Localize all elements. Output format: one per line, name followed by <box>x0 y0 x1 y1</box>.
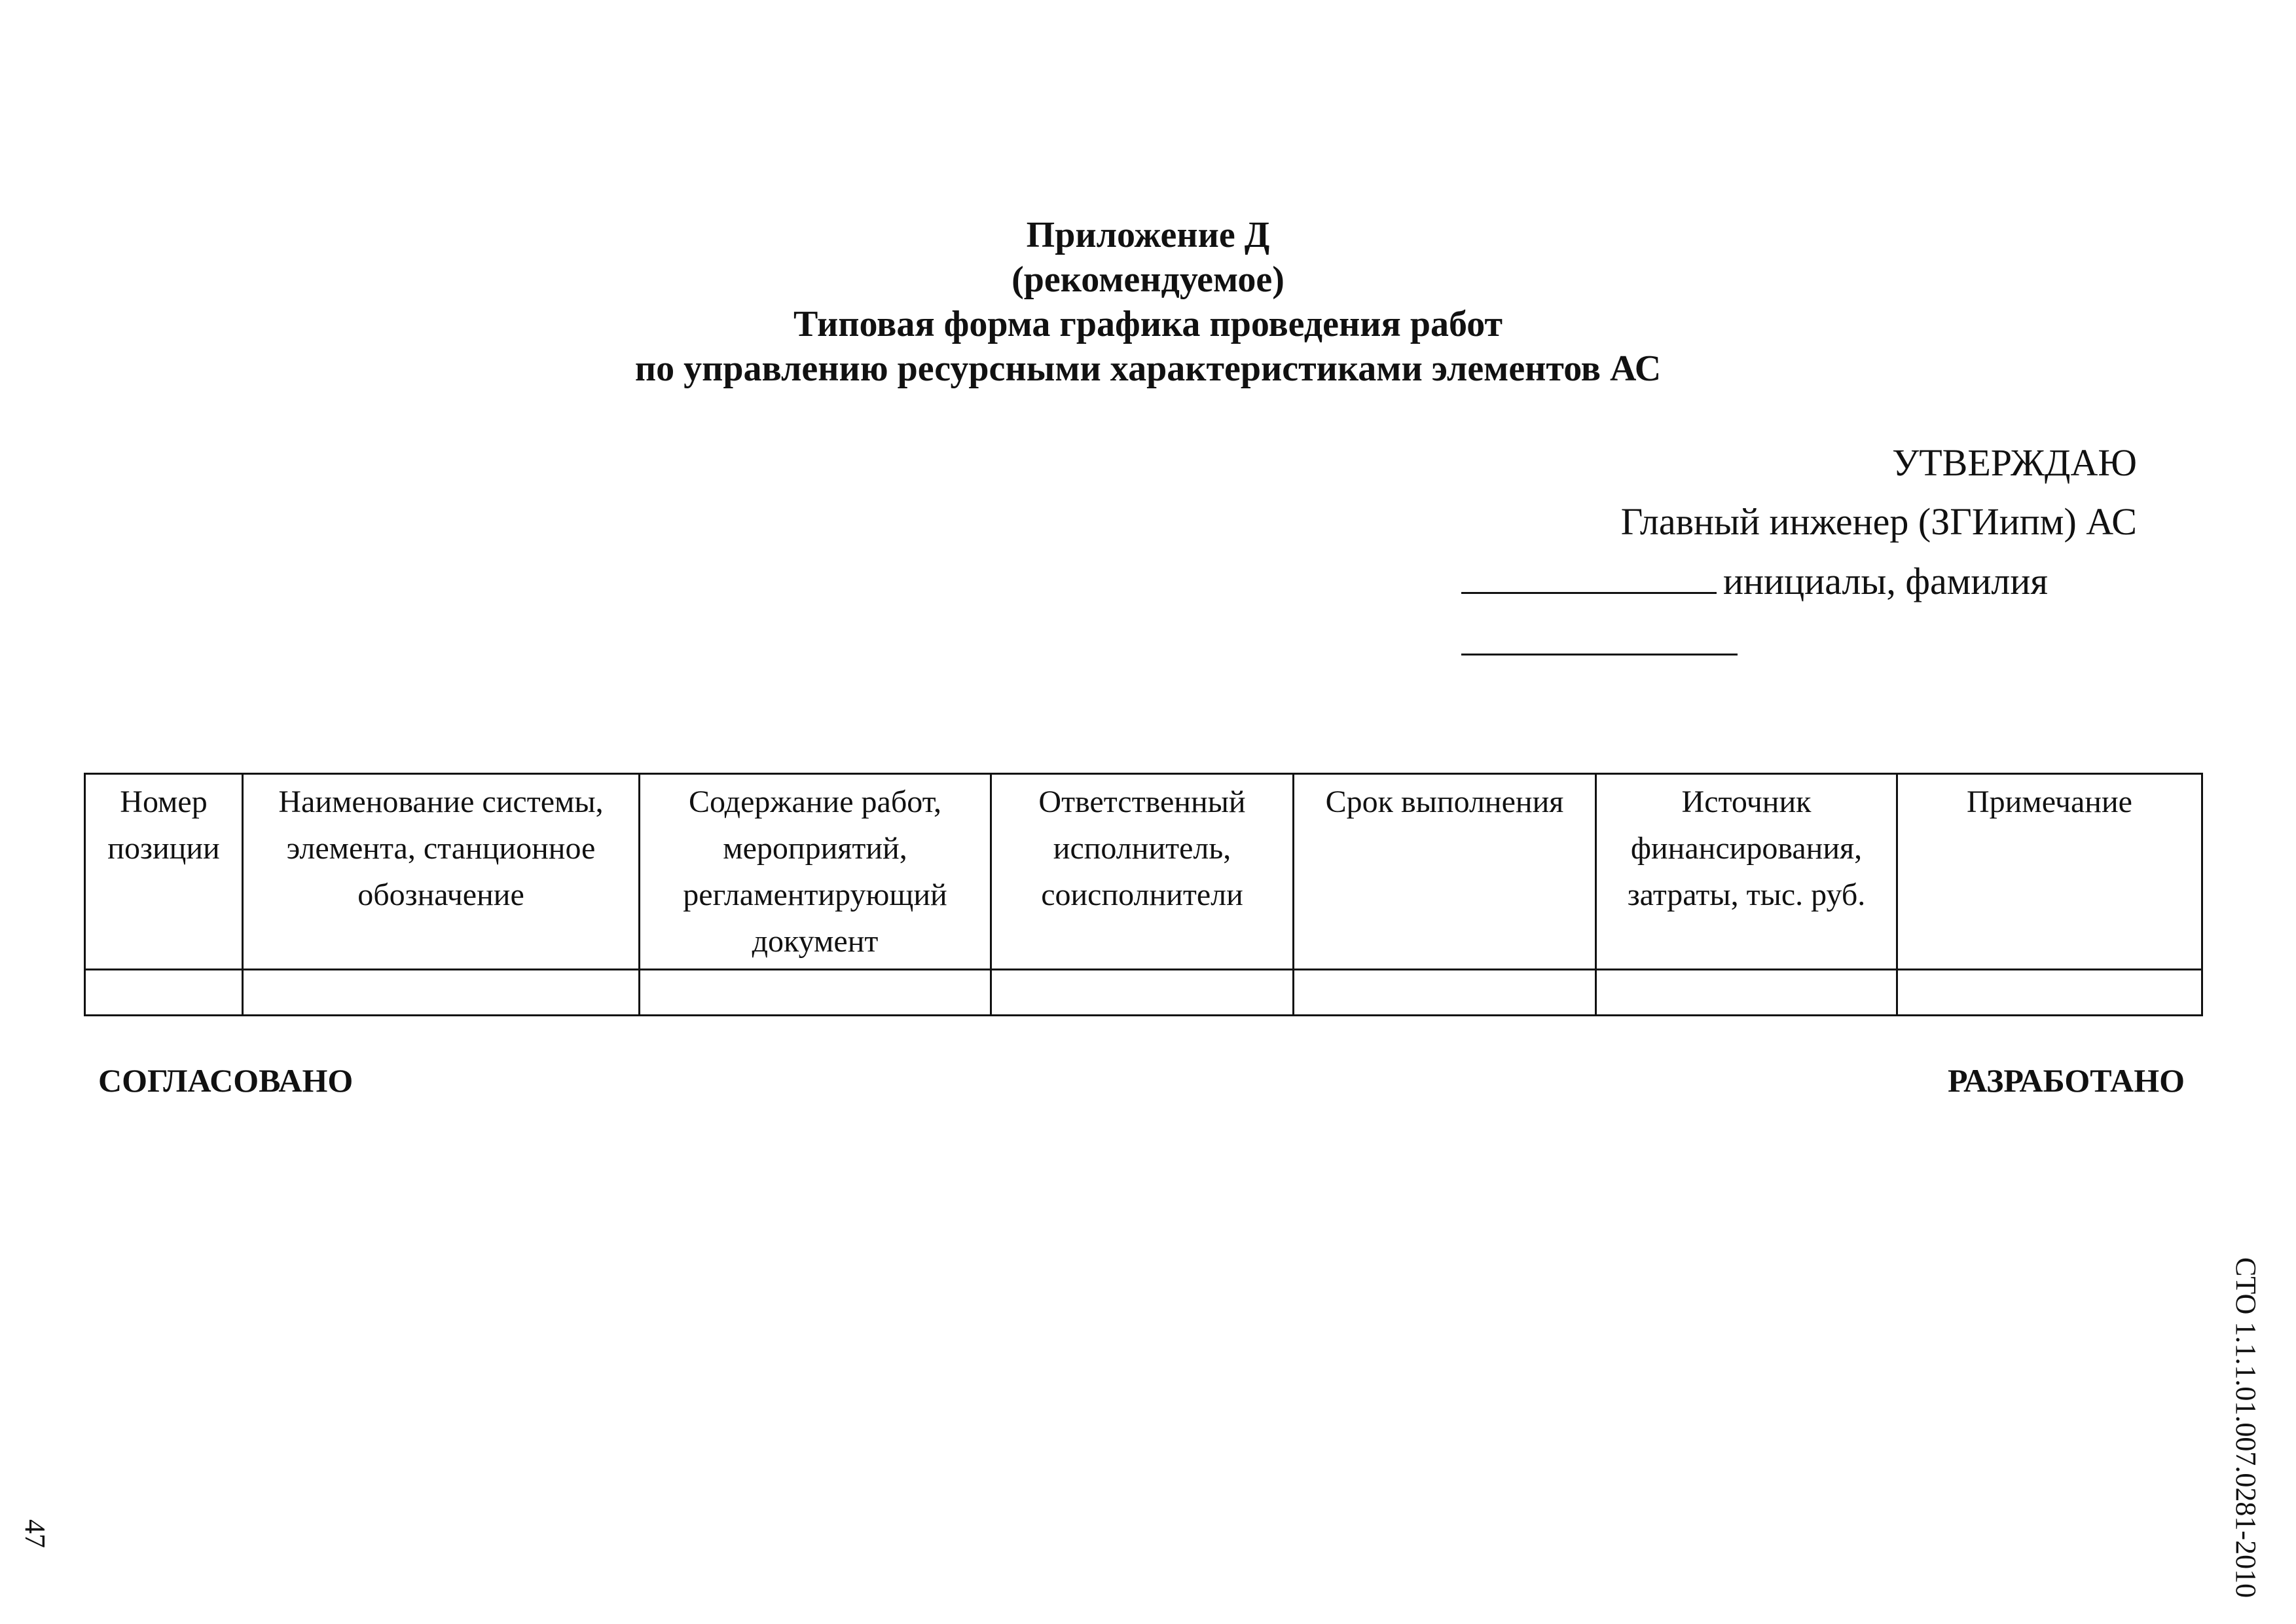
appendix-label: Приложение Д <box>1026 215 1270 255</box>
table-cell <box>243 970 640 1016</box>
table-cell <box>1596 970 1897 1016</box>
appendix-title-line-2: по управлению ресурсными характеристиками элементов АС <box>634 348 1662 389</box>
table-row <box>85 970 2202 1016</box>
column-header-note: Примечание <box>1897 774 2202 970</box>
appendix-title-line-1: Типовая форма графика проведения работ <box>793 304 1503 344</box>
approval-heading: УТВЕРЖДАЮ <box>1892 441 2137 484</box>
column-header-funding: Источник финансирования, затраты, тыс. руб. <box>1596 774 1897 970</box>
developed-label: РАЗРАБОТАНО <box>1947 1062 2185 1099</box>
column-header-responsible: Ответственный исполнитель, соисполнители <box>991 774 1294 970</box>
agreed-label: СОГЛАСОВАНО <box>98 1062 354 1099</box>
approver-position: Главный инженер (ЗГИипм) АС <box>1620 500 2137 543</box>
table-cell <box>85 970 243 1016</box>
table-cell <box>1294 970 1596 1016</box>
table-cell <box>1897 970 2202 1016</box>
signature-label: инициалы, фамилия <box>1723 560 2049 602</box>
column-header-position-number: Номер позиции <box>85 774 243 970</box>
table-cell <box>640 970 991 1016</box>
table-cell <box>991 970 1294 1016</box>
signature-blank <box>1461 557 1717 594</box>
column-header-work-content: Содержание работ, мероприятий, регламентирующий документ <box>640 774 991 970</box>
appendix-status: (рекомендуемое) <box>1011 259 1285 300</box>
appendix-title-block <box>0 213 2296 391</box>
approver-signature-line <box>1461 557 2048 604</box>
table-header-row <box>85 774 2202 970</box>
schedule-table <box>84 773 2203 1016</box>
column-header-deadline: Срок выполнения <box>1294 774 1596 970</box>
document-code: СТО 1.1.1.01.007.0281-2010 <box>2230 1257 2262 1598</box>
approval-date-blank <box>1461 654 1738 655</box>
column-header-system-name: Наименование системы, элемента, станционное обозначение <box>243 774 640 970</box>
page-number: 47 <box>19 1519 51 1548</box>
